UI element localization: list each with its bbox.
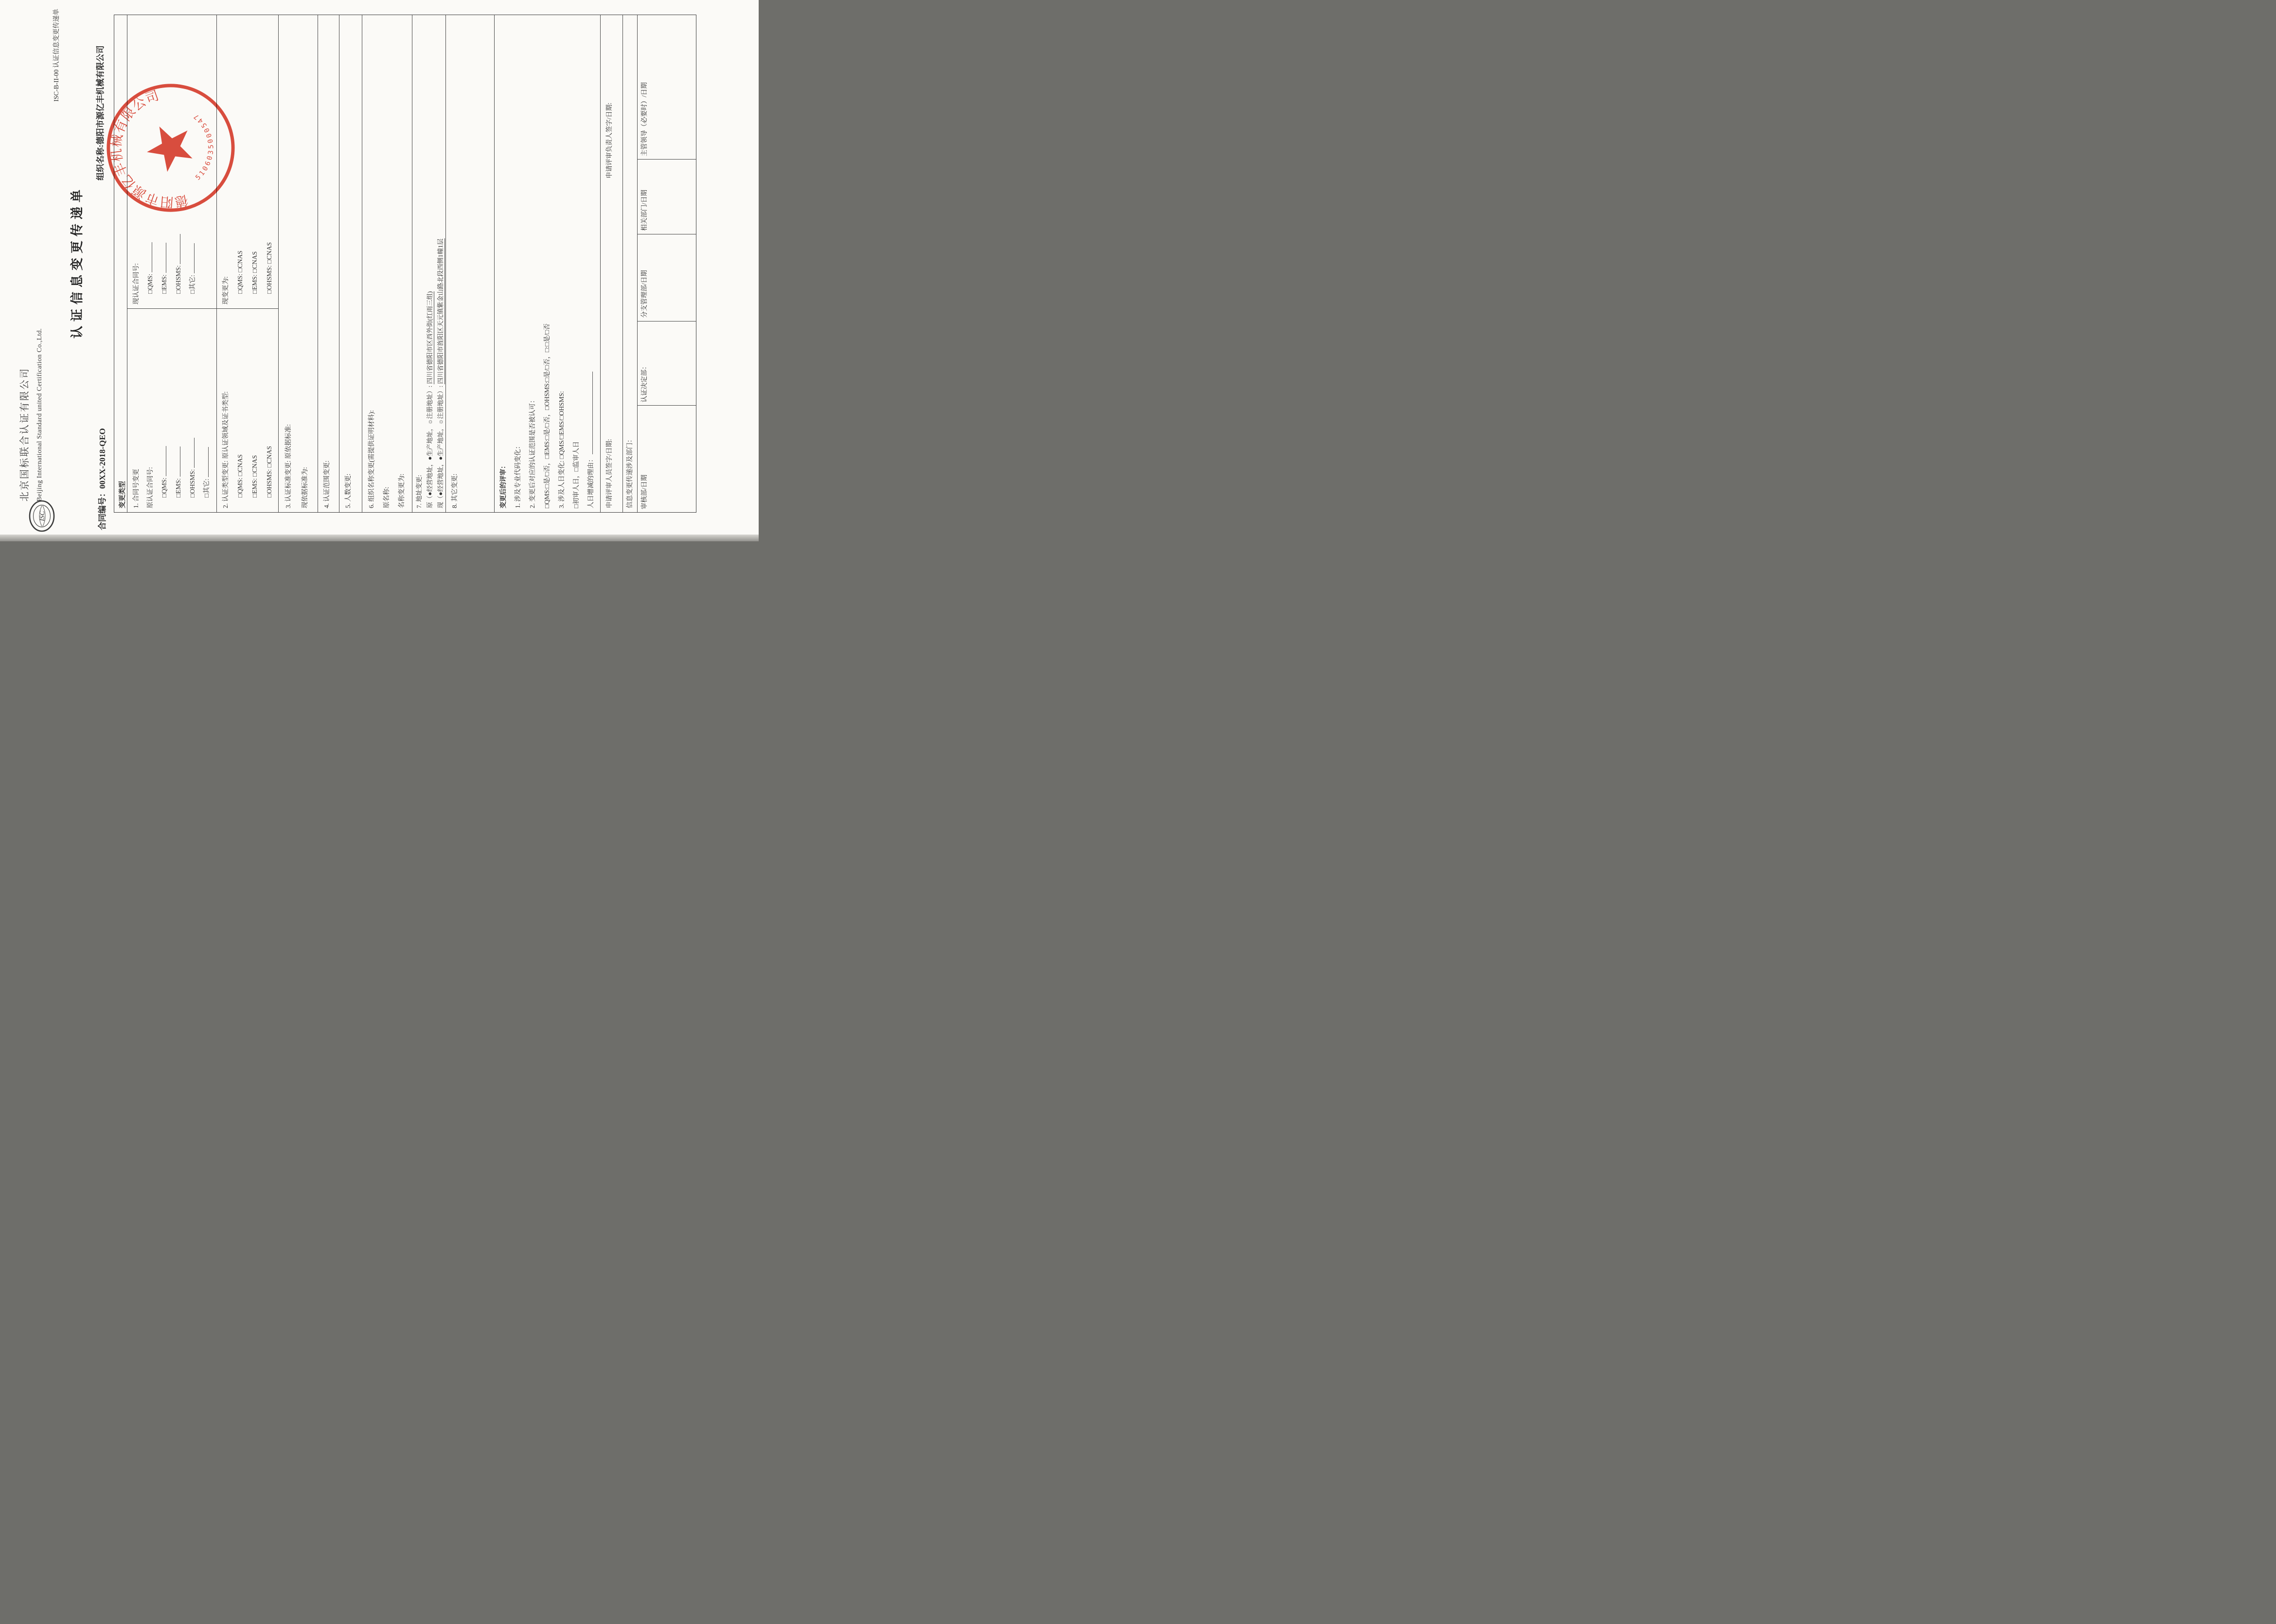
scan-edge-shadow [0, 535, 759, 541]
checkbox-option: □QMS: □CNAS [236, 454, 244, 498]
blank-underline [202, 447, 209, 477]
section-line: 原名称: [383, 486, 390, 508]
checkbox-option: □OHSMS: □CNAS [266, 446, 273, 498]
review-title: 变更后的评审： [499, 462, 507, 508]
row-transfer-departments [622, 15, 637, 512]
section-title: 5. 人数变更: [344, 473, 352, 508]
row-change-type-header [114, 15, 127, 512]
dept-cell-supervisor: 主管领导（必要时）/日期 [640, 82, 648, 157]
dept-cell-branch-management: 分支管理部/日期 [638, 234, 696, 321]
change-form-table [114, 15, 696, 513]
dept-cell-audit: 审核部/日期 [638, 405, 696, 512]
section-subtitle: 现变更为: [222, 276, 229, 304]
review-line: 3. 涉及人日变化: □QMS/□EMS/□OHSMS: [558, 391, 565, 508]
address-new-value: 四川省德阳市旌阳区天元镇紫金山路北段西侧1幢1层 [437, 238, 444, 384]
blank-underline [160, 446, 166, 476]
row-scope-change [318, 15, 339, 512]
contract-number: 合同编号：00XX-2018-QEO [98, 428, 107, 530]
section-line: 名称变更为: [398, 473, 405, 508]
review-line: 1. 涉及专业代码变化： [514, 443, 521, 508]
contract-change-current [127, 15, 216, 308]
review-lead-signature-label: 申请评审负责人签字/日期: [605, 102, 613, 178]
section-title: 2. 认证类型变更: 原认证领域及证书类型: [222, 391, 229, 508]
section-subtitle: 现认证合同号: [132, 263, 140, 304]
row-headcount-change [339, 15, 362, 512]
blank-underline [174, 234, 180, 264]
reviewer-signature-label: 申请评审人员签字/日期: [605, 439, 613, 508]
row-signatures [600, 15, 622, 512]
transfer-departments-label: 信息变更传递涉及部门： [626, 436, 633, 508]
section-title: 8. 其它变更: [451, 473, 458, 508]
document-upright [0, 0, 759, 541]
isc-logo-icon [27, 499, 56, 533]
row-standard-change [278, 15, 318, 512]
blank-underline [188, 243, 195, 273]
page-title: 认证信息变更传递单 [70, 185, 84, 339]
dept-cell-related: 相关部门/日期 [638, 159, 696, 233]
scanned-form-page [0, 0, 759, 541]
row-address-change [412, 15, 445, 512]
section-title: 6. 组织名称变更(需提供证明材料): [368, 410, 375, 508]
checkbox-option: □EMS: □CNAS [251, 251, 258, 294]
row-contract-number-change [127, 15, 216, 512]
seal-ring-text: 德阳市源亿丰机械有限公司 [108, 88, 190, 210]
mandays-reason-label: 人日增减的理由： [587, 456, 594, 508]
blank-underline [174, 446, 180, 477]
review-line: 2. 变更后对应的认证范围是否被认可： [529, 396, 536, 508]
row-certification-type-change [216, 15, 278, 512]
blank-underline [145, 242, 152, 272]
company-name-en: Beijing International Standard united Certification Co.,Ltd. [36, 328, 43, 501]
blank-underline [586, 372, 593, 454]
section-title: 1. 合同号变更 [132, 469, 140, 508]
checkbox-option: □其它: [189, 275, 196, 294]
section-title: 3. 认证标准变更: 原依据标准: [284, 424, 292, 508]
organization-name: 组织名称:德阳市源亿丰机械有限公司 [96, 45, 105, 180]
checkbox-option: □EMS: [175, 478, 182, 498]
checkbox-option: □QMS: □CNAS [236, 250, 244, 294]
checkbox-option: □OHSMS: [175, 265, 182, 294]
checkbox-option: □OHSMS: [189, 469, 196, 498]
dept-cell-certification-decision: 认证决定部： [638, 321, 696, 406]
section-subtitle: 原认证合同号: [146, 467, 154, 508]
address-original-value: 四川省德阳市区西外街(红雨三组) [426, 291, 433, 384]
address-original-prefix: 原（●经营地址，●生产地址，☼注册地址）: [426, 385, 433, 508]
checkbox-option: □QMS: [146, 273, 154, 294]
review-checkbox-line: □初审人日，□监审人日 [572, 441, 580, 508]
row-department-cells [637, 15, 696, 512]
section-line: 现依据标准为: [301, 467, 308, 508]
change-type-header-label: 变更类型 [119, 481, 126, 508]
row-other-change [445, 15, 494, 512]
company-name-cn: 北京国标联合认证有限公司 [19, 367, 30, 501]
checkbox-option: □OHSMS: □CNAS [266, 242, 273, 294]
cert-type-original [217, 308, 278, 512]
checkbox-option: □QMS: [160, 477, 168, 498]
blank-underline [188, 438, 195, 468]
contract-change-original [127, 308, 216, 512]
checkbox-option: □EMS: [160, 274, 168, 294]
row-post-change-review [494, 15, 600, 512]
row-org-name-change [362, 15, 412, 512]
checkbox-option: □EMS: □CNAS [251, 455, 258, 498]
review-checkbox-line: □QMS:□是/□否，□EMS:□是/□否，□OHSMS:□是/□否，□:□是/□否 [543, 323, 551, 508]
document-code: ISC-B-II-00 认证信息变更传递单 [53, 9, 60, 102]
section-title: 4. 认证范围变更: [323, 460, 330, 508]
blank-underline [160, 243, 166, 273]
address-new-prefix: 现（●经营地址，●生产地址，☼注册地址）: [437, 385, 444, 508]
cert-type-current [217, 15, 278, 308]
seal-number-text: 5106035000547 [191, 111, 215, 182]
logo-text: ISC [39, 511, 46, 521]
section-title: 7. 地址变更: [415, 475, 423, 508]
checkbox-option: □其它: [203, 479, 210, 498]
